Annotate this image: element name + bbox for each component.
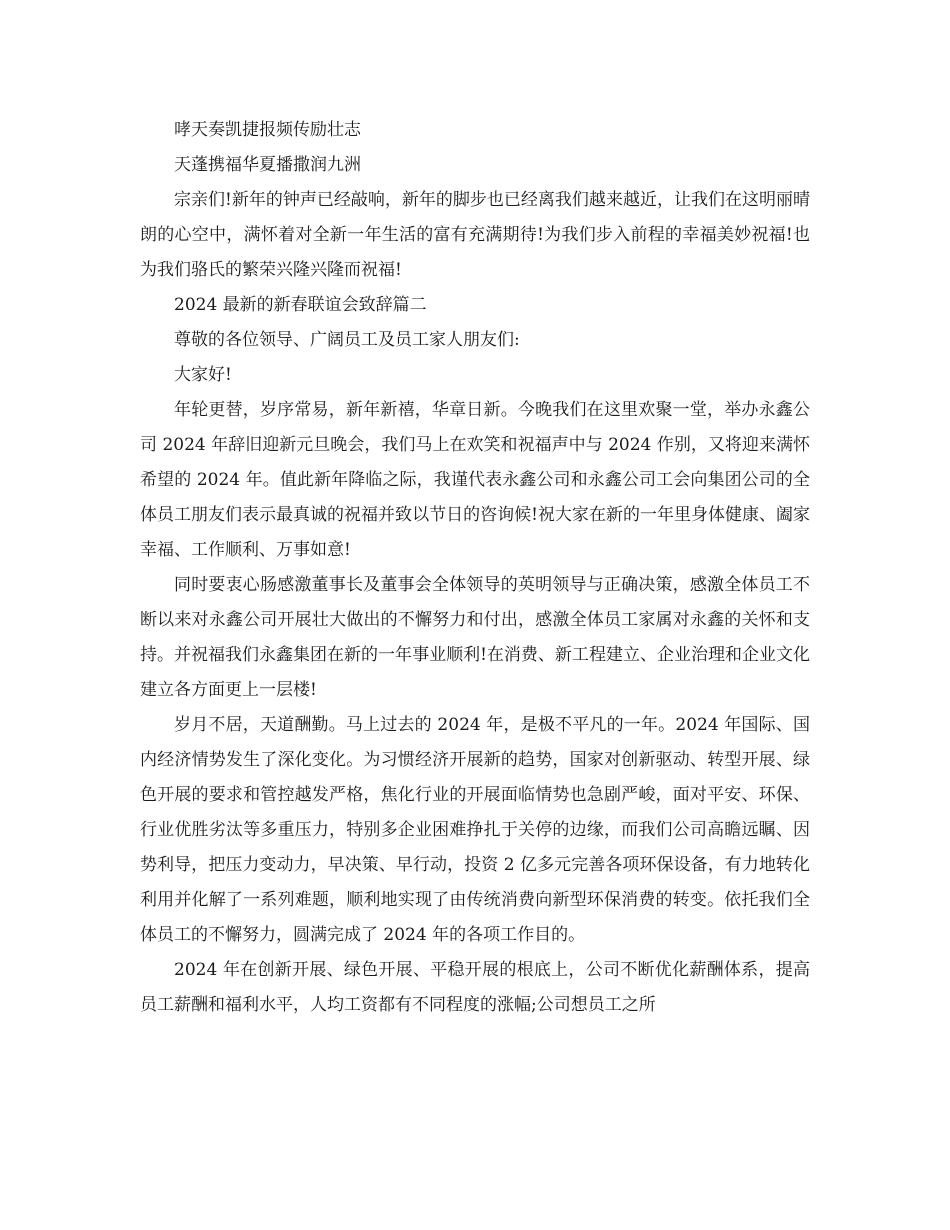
salutation: 尊敬的各位领导、广阔员工及员工家人朋友们: [174,330,520,350]
paragraph-review: 岁月不居，天道酬勤。马上过去的 2024 年，是极不平凡的一年。2024 年国际、国内经济情势发生了深化变化。为习惯经济开展新的趋势，国家对创新驱动、转型开展、绿色开展的要求和管控越发严格，焦化行业的开展面临情势也急剧严峻，面对平安、环保、行业优胜劣汰等多重压力，特别多企业困难挣扎于关停的边缘，而我们公司高瞻远瞩、因势利导，把压力变动力，早决策、早行动，投资 2 亿多元完善各项环保设备，有力地转化利用并化解了一系列难题，顺利地实现了由传统消费向新型环保消费的转变。依托我们全体员工的不懈努力，圆满完成了 2024 年的各项工作目的。 [140,715,810,945]
paragraph-new-year: 年轮更替，岁序常易，新年新禧，华章日新。今晚我们在这里欢聚一堂，举办永鑫公司 2024 年辞旧迎新元旦晚会，我们马上在欢笑和祝福声中与 2024 作别，又将迎来满怀希望的 2024 年。值此新年降临之际，我谨代表永鑫公司和永鑫公司工会向集团公司的全体员工朋友们表示最真诚的祝福并致以节日的咨询候!祝大家在新的一年里身体健康、阖家幸福、工作顺利、万事如意! [140,400,810,560]
document-body [140,113,810,1023]
section-heading: 2024 最新的新春联谊会致辞篇二 [174,295,427,315]
paragraph-greeting-clan: 宗亲们!新年的钟声已经敲响，新年的脚步也已经离我们越来越近，让我们在这明丽晴朗的心空中，满怀着对全新一年生活的富有充满期待!为我们步入前程的幸福美妙祝福!也为我们骆氏的繁荣兴隆兴隆而祝福! [140,190,810,280]
paragraph-salary: 2024 年在创新开展、绿色开展、平稳开展的根底上，公司不断优化薪酬体系，提高员工薪酬和福利水平，人均工资都有不同程度的涨幅;公司想员工之所 [140,960,810,1015]
paragraph-thanks: 同时要衷心肠感激董事长及董事会全体领导的英明领导与正确决策，感激全体员工不断以来对永鑫公司开展壮大做出的不懈努力和付出，感激全体员工家属对永鑫的关怀和支持。并祝福我们永鑫集团在新的一年事业顺利!在消费、新工程建立、企业治理和企业文化建立各方面更上一层楼! [140,575,810,700]
greeting: 大家好! [174,365,232,385]
couplet-line-1: 哮天奏凯捷报频传励壮志 [174,120,361,140]
couplet-line-2: 天蓬携福华夏播撒润九洲 [174,155,361,175]
